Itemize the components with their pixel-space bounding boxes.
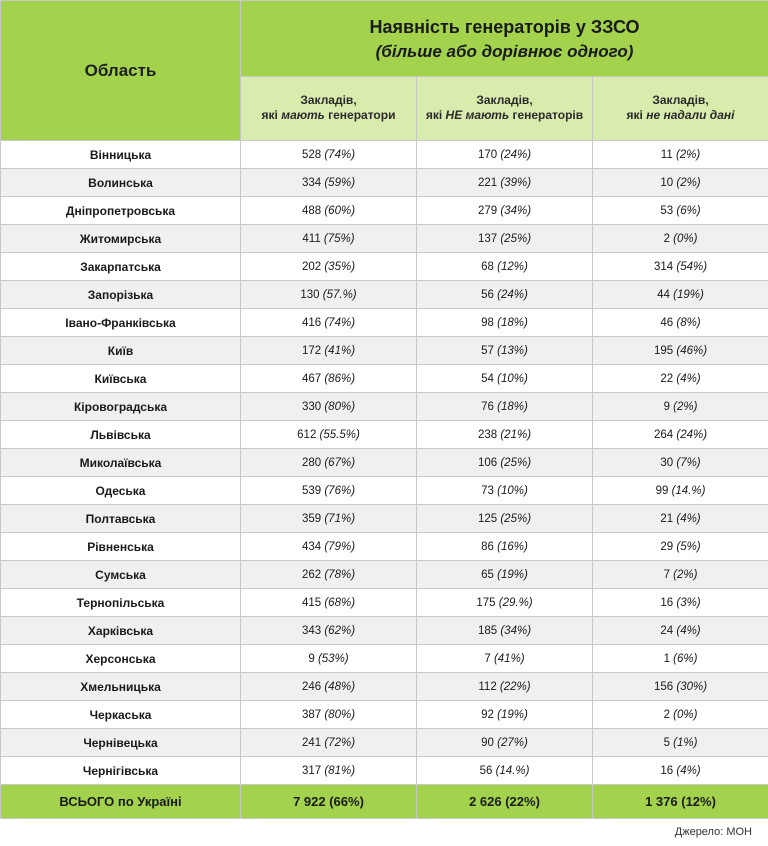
total-label: ВСЬОГО по Україні xyxy=(1,785,241,819)
row-area: Черкаська xyxy=(1,701,241,729)
cell-have xyxy=(241,253,417,281)
cell-have-count: 612 xyxy=(297,428,317,441)
table-body xyxy=(1,141,768,785)
table-row xyxy=(1,617,768,645)
cell-not-percent: (18%) xyxy=(497,316,528,329)
cell-none-percent: (7%) xyxy=(676,456,701,469)
cell-none-count: 22 xyxy=(660,372,674,385)
cell-not xyxy=(417,365,593,393)
cell-have-count: 343 xyxy=(301,624,322,637)
row-area: Волинська xyxy=(1,169,241,197)
cell-none-count: 10 xyxy=(660,176,674,189)
row-area: Івано-Франківська xyxy=(1,309,241,337)
cell-not-count: 90 xyxy=(481,736,494,749)
cell-none-count: 314 xyxy=(653,260,674,273)
total-not: 2 626 (22%) xyxy=(417,785,593,819)
row-area: Кіровоградська xyxy=(1,393,241,421)
cell-none xyxy=(593,449,768,477)
table-row xyxy=(1,449,768,477)
cell-not-count: 98 xyxy=(481,316,494,329)
cell-have xyxy=(241,701,417,729)
cell-none-percent: (2%) xyxy=(676,176,701,189)
row-area: Полтавська xyxy=(1,505,241,533)
row-area: Чернівецька xyxy=(1,729,241,757)
cell-not-count: 170 xyxy=(477,148,498,161)
cell-not-count: 137 xyxy=(477,232,498,245)
cell-not xyxy=(417,253,593,281)
cell-none-count: 195 xyxy=(653,344,674,357)
cell-have-percent: (81%) xyxy=(324,764,356,777)
cell-none-percent: (6%) xyxy=(676,204,701,217)
header-area: Область xyxy=(1,1,241,141)
cell-have xyxy=(241,309,417,337)
table-row xyxy=(1,365,768,393)
cell-not-percent: (25%) xyxy=(500,456,532,469)
cell-none xyxy=(593,197,768,225)
row-area: Хмельницька xyxy=(1,673,241,701)
cell-not xyxy=(417,561,593,589)
cell-have-percent: (71%) xyxy=(324,512,356,525)
cell-not-percent: (25%) xyxy=(500,512,532,525)
cell-have-percent: (60%) xyxy=(324,204,356,217)
cell-none-count: 7 xyxy=(663,568,670,581)
cell-not-count: 279 xyxy=(477,204,498,217)
cell-not-count: 7 xyxy=(484,652,491,665)
row-area: Львівська xyxy=(1,421,241,449)
cell-none xyxy=(593,589,768,617)
cell-none xyxy=(593,505,768,533)
cell-none xyxy=(593,673,768,701)
cell-not-percent: (41%) xyxy=(493,652,525,665)
cell-not-count: 65 xyxy=(481,568,494,581)
table-title: Наявність генераторів у ЗЗСО xyxy=(369,16,640,37)
row-area: Київ xyxy=(1,337,241,365)
cell-have-percent: (74%) xyxy=(324,148,356,161)
cell-none-percent: (2%) xyxy=(675,148,701,161)
cell-not-percent: (14.%) xyxy=(495,764,530,777)
cell-none xyxy=(593,701,768,729)
cell-not xyxy=(417,421,593,449)
cell-not-count: 92 xyxy=(481,708,494,721)
cell-have-percent: (35%) xyxy=(324,260,356,273)
cell-not-percent: (19%) xyxy=(497,708,528,721)
cell-have-percent: (62%) xyxy=(324,624,356,637)
table-row xyxy=(1,645,768,673)
cell-none xyxy=(593,253,768,281)
cell-have-percent: (53%) xyxy=(317,652,349,665)
cell-have-count: 9 xyxy=(308,652,315,665)
table-row xyxy=(1,281,768,309)
cell-have-percent: (48%) xyxy=(324,680,356,693)
cell-not-percent: (13%) xyxy=(497,344,528,357)
cell-have-count: 528 xyxy=(301,148,322,161)
cell-none xyxy=(593,337,768,365)
cell-have-count: 416 xyxy=(301,316,322,329)
cell-have-percent: (57.%) xyxy=(322,288,357,301)
row-area: Чернігівська xyxy=(1,757,241,785)
cell-not xyxy=(417,141,593,169)
cell-have-count: 539 xyxy=(301,484,322,497)
cell-have-percent: (72%) xyxy=(324,736,356,749)
table-row xyxy=(1,729,768,757)
cell-not-percent: (24%) xyxy=(500,148,532,161)
table-row xyxy=(1,561,768,589)
table-row xyxy=(1,253,768,281)
cell-none-percent: (30%) xyxy=(676,680,708,693)
cell-not-count: 68 xyxy=(481,260,494,273)
cell-have-count: 411 xyxy=(302,232,321,245)
header-have: Закладів, які мають генератори xyxy=(241,76,417,140)
cell-none-percent: (14.%) xyxy=(671,484,706,497)
cell-not xyxy=(417,449,593,477)
cell-none xyxy=(593,757,768,785)
cell-none xyxy=(593,309,768,337)
cell-have-percent: (78%) xyxy=(324,568,356,581)
row-area: Рівненська xyxy=(1,533,241,561)
cell-not-percent: (34%) xyxy=(500,624,532,637)
cell-have-percent: (59%) xyxy=(324,176,356,189)
cell-have-count: 246 xyxy=(301,680,322,693)
cell-none-count: 2 xyxy=(663,708,670,721)
cell-none-count: 46 xyxy=(660,316,674,329)
cell-have-percent: (41%) xyxy=(324,344,356,357)
cell-none-percent: (8%) xyxy=(676,316,701,329)
cell-not-percent: (10%) xyxy=(497,484,528,497)
cell-not xyxy=(417,701,593,729)
cell-have xyxy=(241,477,417,505)
cell-not xyxy=(417,729,593,757)
cell-have-count: 334 xyxy=(301,176,322,189)
row-area: Миколаївська xyxy=(1,449,241,477)
cell-none-count: 99 xyxy=(655,484,669,497)
cell-none-percent: (3%) xyxy=(676,596,701,609)
cell-have-percent: (76%) xyxy=(324,484,356,497)
cell-not-count: 125 xyxy=(477,512,498,525)
cell-have-count: 488 xyxy=(301,204,322,217)
table-subtitle: (більше або дорівнює одного) xyxy=(375,41,634,61)
cell-none xyxy=(593,645,768,673)
cell-none-count: 9 xyxy=(663,400,670,413)
cell-none-percent: (0%) xyxy=(673,232,698,245)
cell-none-percent: (1%) xyxy=(673,736,698,749)
cell-have-count: 434 xyxy=(301,540,322,553)
cell-have-percent: (80%) xyxy=(324,708,356,721)
cell-none-percent: (19%) xyxy=(673,288,704,301)
row-area: Тернопільська xyxy=(1,589,241,617)
cell-none-percent: (6%) xyxy=(673,652,698,665)
cell-have-percent: (80%) xyxy=(324,400,356,413)
cell-not-count: 112 xyxy=(478,680,497,693)
cell-have xyxy=(241,197,417,225)
cell-none xyxy=(593,281,768,309)
row-area: Херсонська xyxy=(1,645,241,673)
row-area: Запорізька xyxy=(1,281,241,309)
cell-none-count: 264 xyxy=(653,428,674,441)
cell-have-count: 172 xyxy=(301,344,322,357)
cell-not-percent: (19%) xyxy=(497,568,528,581)
cell-have-count: 280 xyxy=(301,456,322,469)
cell-have xyxy=(241,673,417,701)
cell-none-count: 44 xyxy=(657,288,670,301)
cell-none xyxy=(593,561,768,589)
row-area: Житомирська xyxy=(1,225,241,253)
cell-not xyxy=(417,645,593,673)
cell-have-percent: (74%) xyxy=(324,316,356,329)
cell-not-percent: (29.%) xyxy=(498,596,533,609)
cell-none-percent: (0%) xyxy=(673,708,698,721)
cell-have-percent: (68%) xyxy=(324,596,356,609)
table-row xyxy=(1,757,768,785)
cell-not-percent: (10%) xyxy=(497,372,528,385)
cell-have xyxy=(241,141,417,169)
cell-not-count: 54 xyxy=(481,372,494,385)
cell-have-percent: (67%) xyxy=(324,456,356,469)
cell-have-count: 202 xyxy=(301,260,322,273)
cell-none-count: 53 xyxy=(660,204,674,217)
cell-have xyxy=(241,365,417,393)
total-have: 7 922 (66%) xyxy=(241,785,417,819)
cell-not xyxy=(417,757,593,785)
cell-not xyxy=(417,533,593,561)
table-row xyxy=(1,309,768,337)
cell-not xyxy=(417,281,593,309)
cell-have-count: 130 xyxy=(300,288,320,301)
cell-none-count: 29 xyxy=(660,540,674,553)
cell-not-percent: (25%) xyxy=(500,232,532,245)
cell-none-count: 16 xyxy=(660,764,674,777)
table-row xyxy=(1,169,768,197)
cell-have-count: 317 xyxy=(301,764,322,777)
cell-not-percent: (22%) xyxy=(499,680,531,693)
cell-have xyxy=(241,617,417,645)
cell-none xyxy=(593,169,768,197)
cell-have-count: 387 xyxy=(301,708,322,721)
cell-none-percent: (2%) xyxy=(673,568,698,581)
cell-none-percent: (46%) xyxy=(676,344,708,357)
cell-have xyxy=(241,589,417,617)
cell-none-count: 11 xyxy=(660,148,673,161)
cell-not-count: 185 xyxy=(477,624,498,637)
cell-none-percent: (54%) xyxy=(676,260,708,273)
total-row xyxy=(1,785,768,819)
cell-none xyxy=(593,533,768,561)
cell-have-percent: (79%) xyxy=(324,540,356,553)
cell-none xyxy=(593,477,768,505)
cell-have xyxy=(241,449,417,477)
cell-have xyxy=(241,225,417,253)
row-area: Київська xyxy=(1,365,241,393)
cell-none-count: 21 xyxy=(660,512,674,525)
table-row xyxy=(1,505,768,533)
cell-none-count: 2 xyxy=(663,232,670,245)
table-row xyxy=(1,141,768,169)
cell-not-percent: (27%) xyxy=(497,736,528,749)
cell-not-count: 86 xyxy=(481,540,494,553)
cell-have-count: 330 xyxy=(301,400,322,413)
cell-have xyxy=(241,505,417,533)
cell-have-count: 415 xyxy=(301,596,322,609)
table-row xyxy=(1,393,768,421)
cell-none-percent: (2%) xyxy=(673,400,698,413)
cell-none-percent: (4%) xyxy=(676,372,701,385)
cell-have xyxy=(241,421,417,449)
cell-have xyxy=(241,393,417,421)
cell-none-count: 1 xyxy=(663,652,670,665)
cell-not-count: 56 xyxy=(479,764,493,777)
cell-have-count: 359 xyxy=(301,512,322,525)
cell-have-percent: (86%) xyxy=(324,372,356,385)
cell-none-percent: (24%) xyxy=(676,428,708,441)
cell-have-count: 241 xyxy=(301,736,322,749)
cell-have xyxy=(241,337,417,365)
cell-not-percent: (16%) xyxy=(497,540,528,553)
cell-not-percent: (21%) xyxy=(500,428,532,441)
row-area: Харківська xyxy=(1,617,241,645)
cell-not xyxy=(417,197,593,225)
cell-not-percent: (34%) xyxy=(500,204,532,217)
cell-none-count: 24 xyxy=(660,624,674,637)
cell-not-percent: (12%) xyxy=(497,260,528,273)
row-area: Закарпатська xyxy=(1,253,241,281)
cell-not xyxy=(417,393,593,421)
cell-not-count: 76 xyxy=(481,400,494,413)
cell-have-count: 262 xyxy=(301,568,322,581)
table-row xyxy=(1,673,768,701)
header-none: Закладів, які не надали дані xyxy=(593,76,768,140)
cell-not xyxy=(417,505,593,533)
table-row xyxy=(1,589,768,617)
cell-not-count: 221 xyxy=(477,176,498,189)
cell-not-count: 175 xyxy=(476,596,496,609)
cell-none xyxy=(593,617,768,645)
cell-not xyxy=(417,309,593,337)
cell-none xyxy=(593,365,768,393)
table-title-cell xyxy=(241,1,768,77)
cell-none-percent: (4%) xyxy=(676,764,701,777)
cell-none xyxy=(593,421,768,449)
cell-none-count: 5 xyxy=(663,736,670,749)
table-row xyxy=(1,197,768,225)
source-note: Джерело: МОН xyxy=(674,826,752,838)
cell-not-count: 73 xyxy=(481,484,494,497)
cell-none-count: 30 xyxy=(660,456,674,469)
cell-have-percent: (75%) xyxy=(323,232,355,245)
cell-not xyxy=(417,673,593,701)
cell-not-count: 56 xyxy=(481,288,494,301)
cell-not xyxy=(417,169,593,197)
cell-have xyxy=(241,561,417,589)
cell-none-percent: (4%) xyxy=(676,624,701,637)
cell-not xyxy=(417,477,593,505)
cell-not xyxy=(417,589,593,617)
cell-have xyxy=(241,729,417,757)
cell-have xyxy=(241,757,417,785)
table-row xyxy=(1,337,768,365)
cell-none-count: 16 xyxy=(660,596,674,609)
cell-have-percent: (55.5%) xyxy=(319,428,360,441)
table-row xyxy=(1,421,768,449)
row-area: Вінницька xyxy=(1,141,241,169)
table-row xyxy=(1,701,768,729)
cell-none-percent: (5%) xyxy=(676,540,701,553)
cell-not-count: 57 xyxy=(481,344,494,357)
cell-none xyxy=(593,225,768,253)
cell-have-count: 467 xyxy=(301,372,322,385)
row-area: Одеська xyxy=(1,477,241,505)
total-none: 1 376 (12%) xyxy=(593,785,768,819)
cell-not xyxy=(417,617,593,645)
row-area: Дніпропетровська xyxy=(1,197,241,225)
cell-not-percent: (24%) xyxy=(497,288,528,301)
cell-none-percent: (4%) xyxy=(676,512,701,525)
cell-none xyxy=(593,393,768,421)
cell-not-count: 106 xyxy=(477,456,498,469)
cell-none-count: 156 xyxy=(653,680,674,693)
table-row xyxy=(1,533,768,561)
header-not: Закладів, які НЕ мають генераторів xyxy=(417,76,593,140)
cell-not-count: 238 xyxy=(477,428,498,441)
cell-none xyxy=(593,141,768,169)
cell-not-percent: (18%) xyxy=(497,400,528,413)
table-row xyxy=(1,477,768,505)
cell-have xyxy=(241,169,417,197)
cell-have xyxy=(241,645,417,673)
cell-none xyxy=(593,729,768,757)
cell-have xyxy=(241,533,417,561)
cell-not xyxy=(417,337,593,365)
table-row xyxy=(1,225,768,253)
cell-not xyxy=(417,225,593,253)
cell-have xyxy=(241,281,417,309)
row-area: Сумська xyxy=(1,561,241,589)
cell-not-percent: (39%) xyxy=(500,176,532,189)
